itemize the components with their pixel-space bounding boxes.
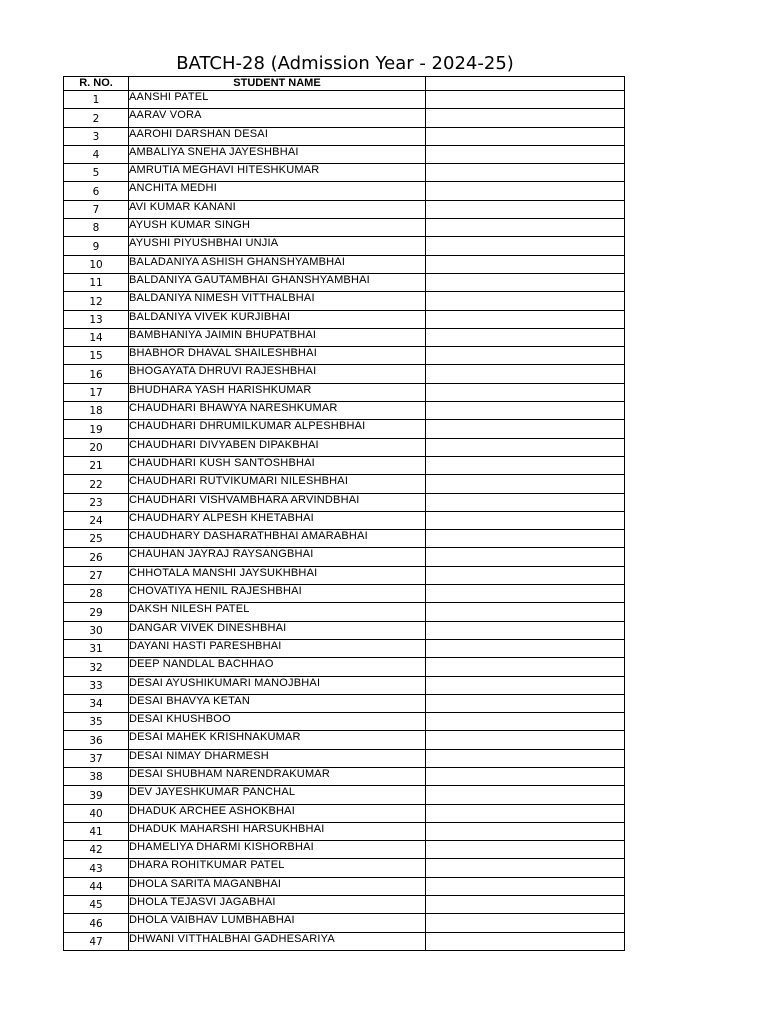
table-row [64,255,625,273]
blank-cell [426,420,625,438]
roll-number-cell: 13 [64,310,129,328]
blank-cell [426,767,625,785]
student-name-cell: BALDANIYA VIVEK KURJIBHAI [129,310,426,328]
table-header-row [64,77,625,91]
table-row [64,530,625,548]
blank-cell [426,859,625,877]
student-name-cell: DESAI MAHEK KRISHNAKUMAR [129,731,426,749]
blank-cell [426,164,625,182]
blank-cell [426,731,625,749]
roll-number-cell: 4 [64,145,129,163]
roll-number-cell: 10 [64,255,129,273]
roll-number-cell: 40 [64,804,129,822]
student-name-cell: CHAUDHARY ALPESH KHETABHAI [129,511,426,529]
table-row [64,145,625,163]
blank-cell [426,402,625,420]
table-row [64,621,625,639]
blank-cell [426,548,625,566]
student-name-cell: DAKSH NILESH PATEL [129,603,426,621]
table-row [64,859,625,877]
blank-cell [426,255,625,273]
roll-number-cell: 31 [64,639,129,657]
student-name-cell: BALDANIYA NIMESH VITTHALBHAI [129,292,426,310]
roll-number-cell: 2 [64,109,129,127]
table-row [64,658,625,676]
blank-cell [426,786,625,804]
roll-number-cell: 19 [64,420,129,438]
roll-number-cell: 24 [64,511,129,529]
student-name-cell: BALADANIYA ASHISH GHANSHYAMBHAI [129,255,426,273]
roll-number-cell: 21 [64,456,129,474]
table-row [64,566,625,584]
student-name-cell: AYUSH KUMAR SINGH [129,219,426,237]
table-row [64,219,625,237]
roll-number-cell: 12 [64,292,129,310]
blank-cell [426,676,625,694]
roll-number-cell: 17 [64,383,129,401]
student-name-cell: DEEP NANDLAL BACHHAO [129,658,426,676]
roll-number-cell: 9 [64,237,129,255]
student-name-cell: AMRUTIA MEGHAVI HITESHKUMAR [129,164,426,182]
table-row [64,347,625,365]
student-name-cell: DESAI BHAVYA KETAN [129,694,426,712]
blank-cell [426,182,625,200]
student-name-cell: DHAMELIYA DHARMI KISHORBHAI [129,841,426,859]
blank-cell [426,639,625,657]
blank-cell [426,438,625,456]
blank-cell [426,914,625,932]
roll-number-cell: 30 [64,621,129,639]
table-body [64,91,625,951]
roll-number-cell: 15 [64,347,129,365]
roll-number-cell: 37 [64,749,129,767]
student-name-cell: BHUDHARA YASH HARISHKUMAR [129,383,426,401]
blank-cell [426,347,625,365]
blank-cell [426,127,625,145]
table-row [64,804,625,822]
student-name-cell: DESAI AYUSHIKUMARI MANOJBHAI [129,676,426,694]
blank-cell [426,493,625,511]
blank-cell [426,566,625,584]
blank-cell [426,310,625,328]
table-row [64,365,625,383]
student-name-cell: CHAUDHARI VISHVAMBHARA ARVINDBHAI [129,493,426,511]
table-row [64,914,625,932]
table-row [64,273,625,291]
table-row [64,694,625,712]
roll-number-cell: 23 [64,493,129,511]
blank-cell [426,219,625,237]
roll-number-cell: 35 [64,713,129,731]
blank-cell [426,694,625,712]
student-name-cell: AYUSHI PIYUSHBHAI UNJIA [129,237,426,255]
roll-number-cell: 25 [64,530,129,548]
blank-cell [426,585,625,603]
roll-number-cell: 20 [64,438,129,456]
table-row [64,475,625,493]
student-name-cell: DHOLA VAIBHAV LUMBHABHAI [129,914,426,932]
roll-number-cell: 6 [64,182,129,200]
student-name-cell: BHOGAYATA DHRUVI RAJESHBHAI [129,365,426,383]
table-row [64,786,625,804]
blank-cell [426,328,625,346]
blank-cell [426,530,625,548]
roll-number-cell: 34 [64,694,129,712]
student-name-cell: DHOLA TEJASVI JAGABHAI [129,896,426,914]
table-row [64,676,625,694]
table-row [64,200,625,218]
table-row [64,420,625,438]
table-row [64,164,625,182]
table-row [64,713,625,731]
student-name-cell: DESAI NIMAY DHARMESH [129,749,426,767]
blank-cell [426,841,625,859]
table-row [64,438,625,456]
student-name-cell: CHAUDHARI KUSH SANTOSHBHAI [129,456,426,474]
student-name-cell: DHADUK ARCHEE ASHOKBHAI [129,804,426,822]
student-name-cell: BALDANIYA GAUTAMBHAI GHANSHYAMBHAI [129,273,426,291]
student-name-cell: DHWANI VITTHALBHAI GADHESARIYA [129,932,426,950]
roll-number-cell: 33 [64,676,129,694]
page-title: BATCH-28 (Admission Year - 2024-25) [176,53,514,74]
blank-cell [426,804,625,822]
roll-number-cell: 8 [64,219,129,237]
blank-cell [426,713,625,731]
table-row [64,109,625,127]
blank-cell [426,877,625,895]
roll-number-cell: 36 [64,731,129,749]
roll-number-cell: 38 [64,767,129,785]
roll-number-cell: 18 [64,402,129,420]
table-row [64,182,625,200]
roll-number-cell: 7 [64,200,129,218]
student-name-cell: CHAUDHARI RUTVIKUMARI NILESHBHAI [129,475,426,493]
table-row [64,877,625,895]
table-row [64,91,625,109]
student-name-cell: DHADUK MAHARSHI HARSUKHBHAI [129,822,426,840]
blank-cell [426,456,625,474]
roll-number-cell: 42 [64,841,129,859]
column-header-extra [426,77,625,91]
roll-number-cell: 26 [64,548,129,566]
student-name-cell: DANGAR VIVEK DINESHBHAI [129,621,426,639]
table-row [64,237,625,255]
student-name-cell: DHOLA SARITA MAGANBHAI [129,877,426,895]
table-row [64,402,625,420]
roll-number-cell: 5 [64,164,129,182]
blank-cell [426,658,625,676]
roll-number-cell: 46 [64,914,129,932]
student-name-cell: AVI KUMAR KANANI [129,200,426,218]
blank-cell [426,932,625,950]
table-row [64,493,625,511]
table-row [64,749,625,767]
student-name-cell: CHAUHAN JAYRAJ RAYSANGBHAI [129,548,426,566]
roll-number-cell: 43 [64,859,129,877]
blank-cell [426,237,625,255]
roll-number-cell: 29 [64,603,129,621]
roll-number-cell: 1 [64,91,129,109]
table-row [64,841,625,859]
blank-cell [426,383,625,401]
roll-number-cell: 27 [64,566,129,584]
blank-cell [426,896,625,914]
roll-number-cell: 41 [64,822,129,840]
table-row [64,585,625,603]
student-name-cell: CHAUDHARI DIVYABEN DIPAKBHAI [129,438,426,456]
student-name-cell: DESAI SHUBHAM NARENDRAKUMAR [129,767,426,785]
roll-number-cell: 3 [64,127,129,145]
blank-cell [426,822,625,840]
blank-cell [426,292,625,310]
student-name-cell: DESAI KHUSHBOO [129,713,426,731]
table-row [64,127,625,145]
roll-number-cell: 14 [64,328,129,346]
blank-cell [426,511,625,529]
column-header-rno: R. NO. [64,77,129,91]
student-name-cell: CHAUDHARI DHRUMILKUMAR ALPESHBHAI [129,420,426,438]
student-name-cell: AMBALIYA SNEHA JAYESHBHAI [129,145,426,163]
table-row [64,639,625,657]
student-name-cell: ANCHITA MEDHI [129,182,426,200]
table-row [64,896,625,914]
blank-cell [426,749,625,767]
blank-cell [426,475,625,493]
roll-number-cell: 32 [64,658,129,676]
student-name-cell: BHABHOR DHAVAL SHAILESHBHAI [129,347,426,365]
student-name-cell: AANSHI PATEL [129,91,426,109]
student-roster-table [63,76,625,951]
blank-cell [426,621,625,639]
roll-number-cell: 47 [64,932,129,950]
blank-cell [426,200,625,218]
student-name-cell: CHAUDHARI BHAWYA NARESHKUMAR [129,402,426,420]
blank-cell [426,91,625,109]
student-name-cell: CHAUDHARY DASHARATHBHAI AMARABHAI [129,530,426,548]
student-name-cell: DAYANI HASTI PARESHBHAI [129,639,426,657]
roll-number-cell: 22 [64,475,129,493]
roll-number-cell: 39 [64,786,129,804]
column-header-student-name: STUDENT NAME [129,77,426,91]
student-name-cell: AARAV VORA [129,109,426,127]
blank-cell [426,145,625,163]
blank-cell [426,109,625,127]
student-name-cell: AAROHI DARSHAN DESAI [129,127,426,145]
roll-number-cell: 44 [64,877,129,895]
table-row [64,310,625,328]
blank-cell [426,273,625,291]
table-row [64,328,625,346]
roll-number-cell: 45 [64,896,129,914]
student-name-cell: CHHOTALA MANSHI JAYSUKHBHAI [129,566,426,584]
table-row [64,822,625,840]
roll-number-cell: 16 [64,365,129,383]
table-row [64,603,625,621]
table-row [64,511,625,529]
student-name-cell: DEV JAYESHKUMAR PANCHAL [129,786,426,804]
table-row [64,456,625,474]
table-row [64,932,625,950]
table-row [64,383,625,401]
roll-number-cell: 28 [64,585,129,603]
student-name-cell: DHARA ROHITKUMAR PATEL [129,859,426,877]
blank-cell [426,603,625,621]
roll-number-cell: 11 [64,273,129,291]
student-name-cell: BAMBHANIYA JAIMIN BHUPATBHAI [129,328,426,346]
table-row [64,731,625,749]
table-row [64,767,625,785]
blank-cell [426,365,625,383]
table-row [64,292,625,310]
student-name-cell: CHOVATIYA HENIL RAJESHBHAI [129,585,426,603]
table-row [64,548,625,566]
